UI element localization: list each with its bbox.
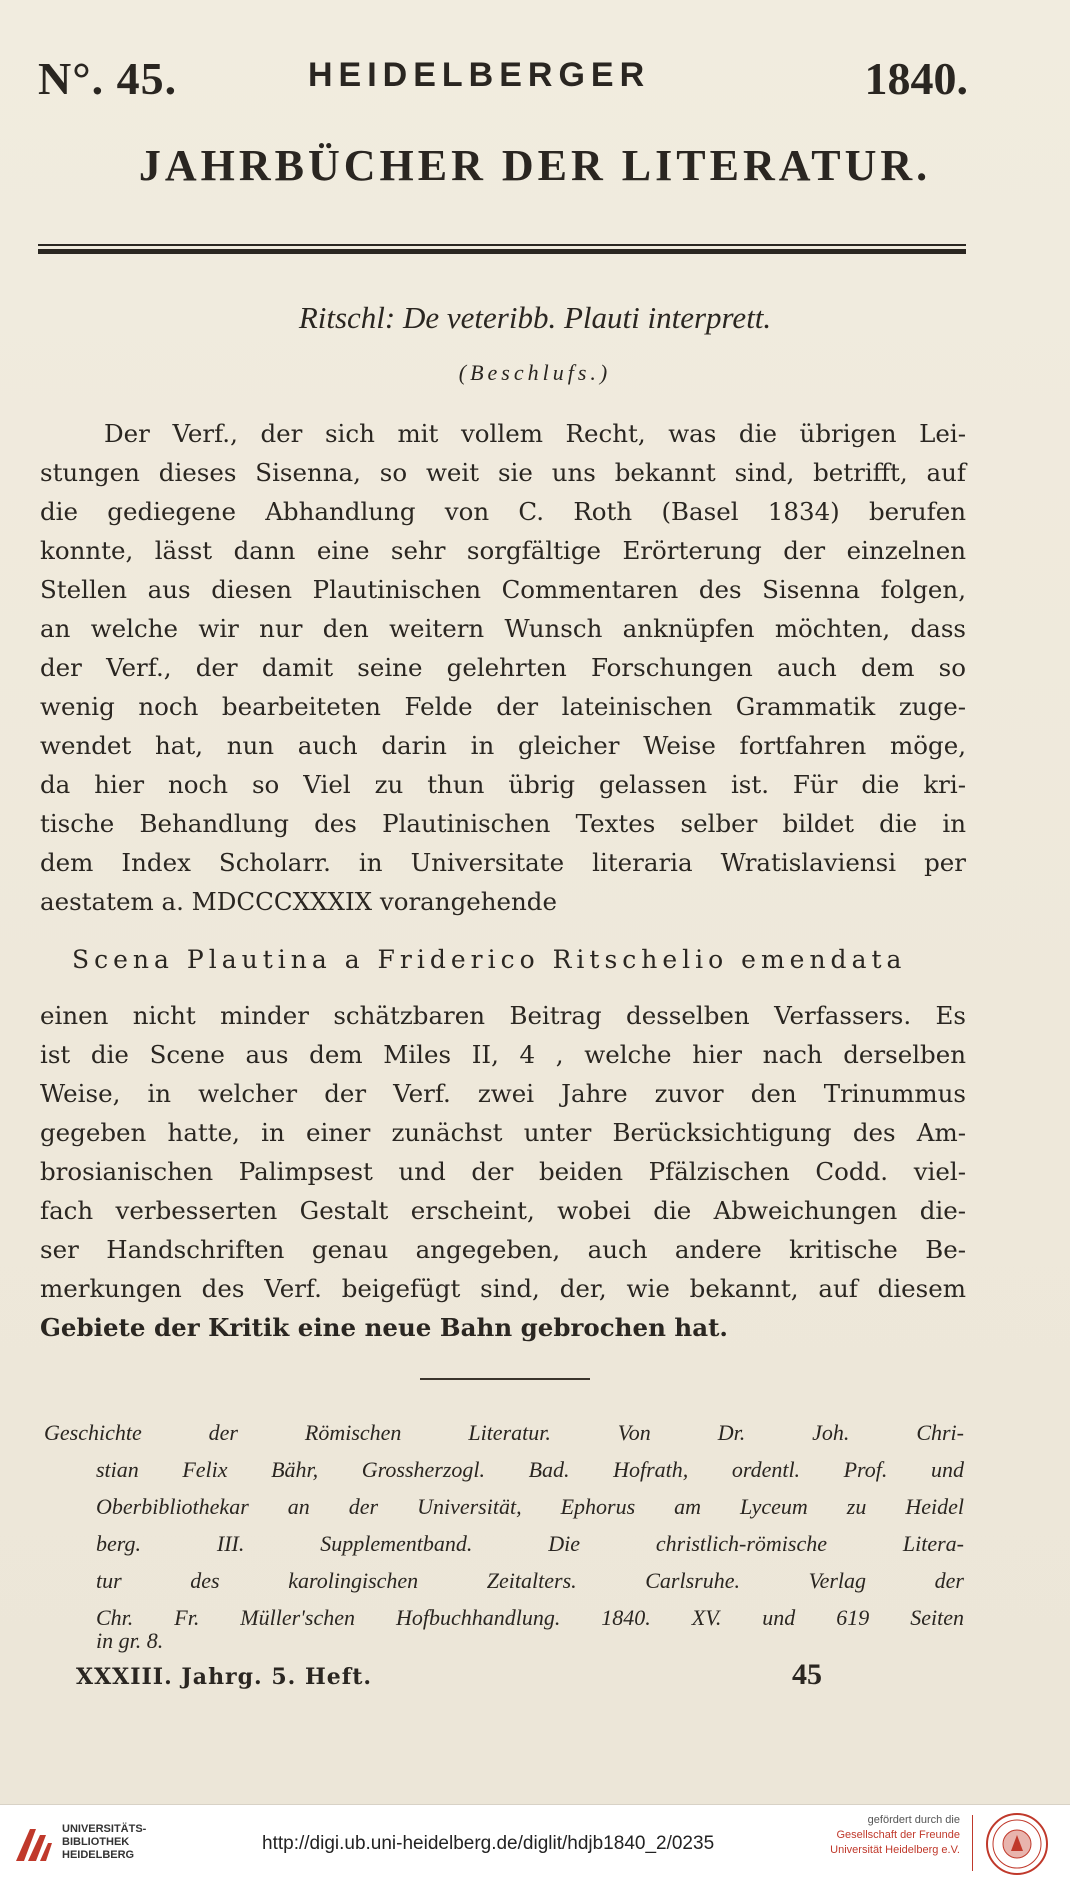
text-line: ser Handschriften genau angegeben, auch andere kritische Be- (40, 1235, 966, 1264)
text-line: stungen dieses Sisenna, so weit sie uns bekannt sind, betrifft, auf (40, 458, 966, 487)
text-line: dem Index Scholarr. in Universitate literaria Wratislaviensi per (40, 848, 966, 877)
sponsor-org-line: Universität Heidelberg e.V. (830, 1844, 960, 1856)
text-line: fach verbesserten Gestalt erscheint, wobei die Abweichungen die- (40, 1196, 966, 1225)
sponsor-org-line: Gesellschaft der Freunde (836, 1829, 960, 1841)
text-line: konnte, lässt dann eine sehr sorgfältige Erörterung der einzelnen (40, 536, 966, 565)
section-divider (420, 1378, 590, 1380)
text-line: Gebiete der Kritik eine neue Bahn gebrochen hat. (40, 1313, 728, 1342)
cited-work-title: Scena Plautina a Friderico Ritschelio emendata (72, 945, 907, 974)
library-name-line: BIBLIOTHEK (62, 1836, 130, 1848)
citation-line: Chr. Fr. Müller'schen Hofbuchhandlung. 1840. XV. und 619 Seiten (96, 1605, 964, 1630)
footer-separator (972, 1815, 973, 1871)
library-name-line: UNIVERSITÄTS- (62, 1823, 147, 1835)
text-line: da hier noch so Viel zu thun übrig gelassen ist. Für die kri- (40, 770, 966, 799)
text-line: ist die Scene aus dem Miles II, 4 , welche hier nach derselben (40, 1040, 966, 1069)
journal-name: HEIDELBERGER (308, 56, 651, 94)
text-line: einen nicht minder schätzbaren Beitrag desselben Verfassers. Es (40, 1001, 966, 1030)
issue-number: N°. 45. (38, 53, 178, 104)
text-line: tische Behandlung des Plautinischen Textes selber bildet die in (40, 809, 966, 838)
article-continuation: (Beschlufs.) (458, 360, 612, 385)
citation-line: Oberbibliothekar an der Universität, Ephorus am Lyceum zu Heidel (96, 1494, 964, 1519)
library-name (62, 1823, 146, 1862)
text-line: an welche wir nur den weitern Wunsch anknüpfen möchten, dass (40, 614, 966, 643)
page-number: 45 (792, 1658, 822, 1691)
citation-line: berg. III. Supplementband. Die christlich-römische Litera- (96, 1531, 964, 1556)
university-seal-icon[interactable] (984, 1811, 1050, 1877)
text-line: wenig noch bearbeiteten Felde der lateinischen Grammatik zuge- (40, 692, 966, 721)
text-line: brosianischen Palimpsest und der beiden Pfälzischen Codd. viel- (40, 1157, 966, 1186)
signature-mark: XXXIII. Jahrg. 5. Heft. (76, 1664, 373, 1690)
text-line: der Verf., der damit seine gelehrten Forschungen auch dem so (40, 653, 966, 682)
text-line: gegeben hatte, in einer zunächst unter Berücksichtigung des Am- (40, 1118, 966, 1147)
citation-line: tur des karolingischen Zeitalters. Carlsruhe. Verlag der (96, 1568, 964, 1593)
sponsor-credit (830, 1813, 960, 1858)
citation-line: Geschichte der Römischen Literatur. Von Dr. Joh. Chri- (44, 1420, 964, 1445)
permalink-url[interactable]: http://digi.ub.uni-heidelberg.de/diglit/hdjb1840_2/0235 (262, 1833, 715, 1854)
library-footer-bar (0, 1804, 1070, 1881)
journal-header (38, 52, 968, 112)
text-line: aestatem a. MDCCCXXXIX vorangehende (40, 887, 557, 916)
citation-line: stian Felix Bähr, Grossherzogl. Bad. Hofrath, ordentl. Prof. und (96, 1457, 964, 1482)
university-library-logo-icon[interactable] (10, 1821, 56, 1867)
header-double-rule (38, 244, 966, 254)
library-name-line: HEIDELBERG (62, 1849, 135, 1861)
sponsor-label: gefördert durch die (867, 1814, 960, 1826)
text-line: Weise, in welcher der Verf. zwei Jahre zuvor den Trinummus (40, 1079, 966, 1108)
citation-line: in gr. 8. (96, 1628, 164, 1653)
article-title: Ritschl: De veteribb. Plauti interprett. (298, 300, 772, 335)
journal-subtitle: JAHRBÜCHER DER LITERATUR. (138, 141, 932, 190)
text-line: Der Verf., der sich mit vollem Recht, was die übrigen Lei- (104, 419, 966, 448)
text-line: die gediegene Abhandlung von C. Roth (Basel 1834) berufen (40, 497, 966, 526)
text-line: merkungen des Verf. beigefügt sind, der, wie bekannt, auf diesem (40, 1274, 966, 1303)
text-line: Stellen aus diesen Plautinischen Commentaren des Sisenna folgen, (40, 575, 966, 604)
text-line: wendet hat, nun auch darin in gleicher Weise fortfahren möge, (40, 731, 966, 760)
issue-year: 1840. (864, 53, 968, 104)
